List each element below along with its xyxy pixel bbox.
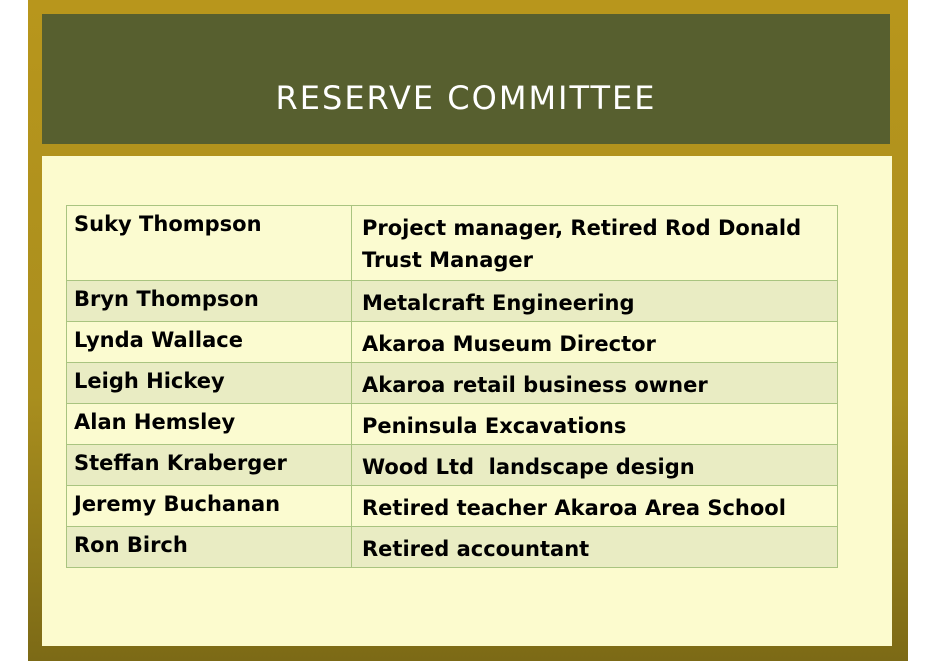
table-row xyxy=(67,322,838,363)
content-area xyxy=(42,156,892,646)
member-name: Steffan Kraberger xyxy=(67,445,352,486)
member-role: Wood Ltd landscape design xyxy=(352,445,838,486)
table-row xyxy=(67,527,838,568)
slide-frame xyxy=(28,0,908,661)
member-role: Retired accountant xyxy=(352,527,838,568)
member-role: Retired teacher Akaroa Area School xyxy=(352,486,838,527)
table-row xyxy=(67,206,838,281)
member-name: Bryn Thompson xyxy=(67,281,352,322)
member-name: Suky Thompson xyxy=(67,206,352,281)
member-name: Ron Birch xyxy=(67,527,352,568)
title-bar xyxy=(42,14,890,144)
member-name: Lynda Wallace xyxy=(67,322,352,363)
table-row xyxy=(67,445,838,486)
member-role: Metalcraft Engineering xyxy=(352,281,838,322)
member-role: Peninsula Excavations xyxy=(352,404,838,445)
member-name: Leigh Hickey xyxy=(67,363,352,404)
slide-title: RESERVE COMMITTEE xyxy=(275,79,657,117)
member-name: Alan Hemsley xyxy=(67,404,352,445)
committee-table xyxy=(66,205,838,568)
member-role: Akaroa retail business owner xyxy=(352,363,838,404)
member-role: Project manager, Retired Rod Donald Trust Manager xyxy=(352,206,838,281)
table-row xyxy=(67,486,838,527)
member-role: Akaroa Museum Director xyxy=(352,322,838,363)
table-row xyxy=(67,281,838,322)
table-row xyxy=(67,404,838,445)
member-name: Jeremy Buchanan xyxy=(67,486,352,527)
table-row xyxy=(67,363,838,404)
